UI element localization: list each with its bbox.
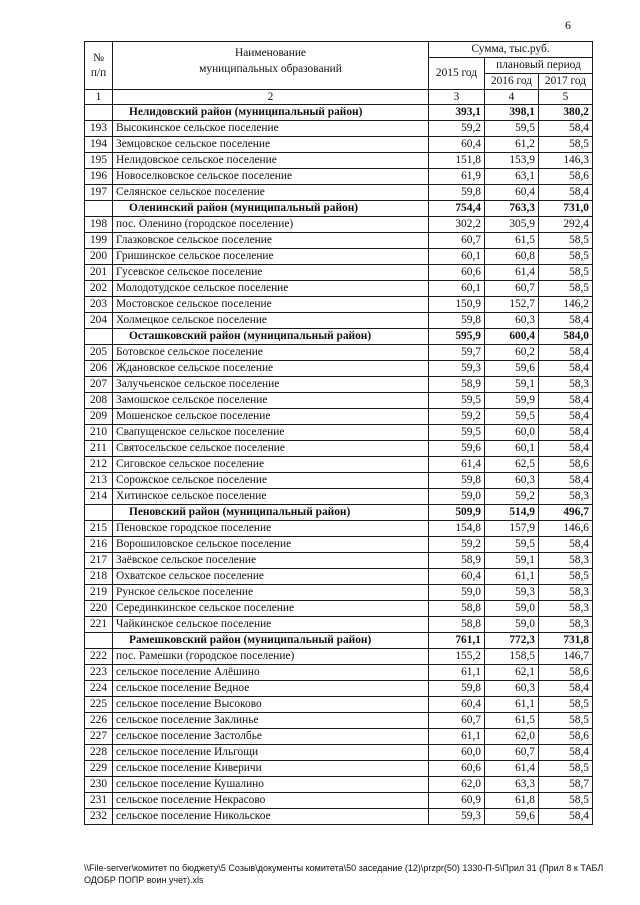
- value-2015: 61,4: [429, 457, 485, 473]
- table-row: [85, 473, 593, 489]
- value-2017: 58,4: [539, 441, 593, 457]
- value-2015: 58,9: [429, 553, 485, 569]
- value-2016: 60,1: [485, 441, 539, 457]
- municipality-name: Сиговское сельское поселение: [113, 457, 429, 473]
- municipality-name: Гришинское сельское поселение: [113, 249, 429, 265]
- table-row: [85, 377, 593, 393]
- table-row: [85, 537, 593, 553]
- header-name: [113, 42, 429, 90]
- value-2017: 58,4: [539, 537, 593, 553]
- row-number: 231: [85, 793, 113, 809]
- municipality-name: сельское поселение Кушалино: [113, 777, 429, 793]
- value-2016: 60,7: [485, 281, 539, 297]
- municipality-name: Рунское сельское поселение: [113, 585, 429, 601]
- value-2015: 509,9: [429, 505, 485, 521]
- value-2016: 158,5: [485, 649, 539, 665]
- value-2016: 398,1: [485, 105, 539, 121]
- district-row: [85, 105, 593, 121]
- table-row: [85, 569, 593, 585]
- row-number: 228: [85, 745, 113, 761]
- value-2016: 514,9: [485, 505, 539, 521]
- value-2016: 763,3: [485, 201, 539, 217]
- municipality-name: сельское поселение Киверичи: [113, 761, 429, 777]
- row-number: 230: [85, 777, 113, 793]
- value-2017: 58,3: [539, 617, 593, 633]
- row-number: 207: [85, 377, 113, 393]
- table-row: [85, 169, 593, 185]
- value-2017: 58,6: [539, 665, 593, 681]
- municipality-name: Мошенское сельское поселение: [113, 409, 429, 425]
- row-number: 226: [85, 713, 113, 729]
- district-row: [85, 633, 593, 649]
- row-number: [85, 329, 113, 345]
- value-2016: 60,4: [485, 185, 539, 201]
- value-2017: 58,3: [539, 377, 593, 393]
- value-2017: 58,3: [539, 601, 593, 617]
- table-row: [85, 345, 593, 361]
- value-2015: 60,4: [429, 137, 485, 153]
- value-2015: 61,9: [429, 169, 485, 185]
- header-year-2015: 2015 год: [429, 58, 485, 90]
- municipality-name: пос. Рамешки (городское поселение): [113, 649, 429, 665]
- row-number: 195: [85, 153, 113, 169]
- row-number: 222: [85, 649, 113, 665]
- header-year-2016: 2016 год: [485, 74, 539, 90]
- row-number: 214: [85, 489, 113, 505]
- value-2016: 600,4: [485, 329, 539, 345]
- value-2017: 58,4: [539, 393, 593, 409]
- value-2015: 59,8: [429, 313, 485, 329]
- table-row: [85, 521, 593, 537]
- value-2017: 58,4: [539, 809, 593, 825]
- value-2016: 60,3: [485, 681, 539, 697]
- value-2017: 731,8: [539, 633, 593, 649]
- value-2016: 60,7: [485, 745, 539, 761]
- municipality-name: Высокинское сельское поселение: [113, 121, 429, 137]
- value-2015: 61,1: [429, 665, 485, 681]
- col-index-2: 2: [113, 90, 429, 105]
- value-2016: 59,2: [485, 489, 539, 505]
- table-row: [85, 697, 593, 713]
- header-num-label: № п/п: [90, 51, 107, 79]
- row-number: 210: [85, 425, 113, 441]
- value-2017: 58,4: [539, 361, 593, 377]
- value-2017: 58,4: [539, 313, 593, 329]
- row-number: 198: [85, 217, 113, 233]
- municipality-name: Пеновский район (муниципальный район): [113, 505, 429, 521]
- municipality-name: Осташковский район (муниципальный район): [113, 329, 429, 345]
- row-number: 224: [85, 681, 113, 697]
- table-row: [85, 393, 593, 409]
- header-year-2017: 2017 год: [539, 74, 593, 90]
- value-2015: 60,4: [429, 697, 485, 713]
- row-number: 201: [85, 265, 113, 281]
- row-number: [85, 201, 113, 217]
- value-2017: 58,5: [539, 281, 593, 297]
- row-number: 216: [85, 537, 113, 553]
- municipality-name: пос. Оленино (городское поселение): [113, 217, 429, 233]
- column-index-row: [85, 90, 593, 105]
- municipality-name: Селянское сельское поселение: [113, 185, 429, 201]
- row-number: 206: [85, 361, 113, 377]
- row-number: 208: [85, 393, 113, 409]
- municipality-name: Ждановское сельское поселение: [113, 361, 429, 377]
- municipality-name: Глазковское сельское поселение: [113, 233, 429, 249]
- municipality-name: Чайкинское сельское поселение: [113, 617, 429, 633]
- table-row: [85, 649, 593, 665]
- value-2016: 59,9: [485, 393, 539, 409]
- page-number: 6: [565, 18, 571, 32]
- table-row: [85, 761, 593, 777]
- value-2015: 62,0: [429, 777, 485, 793]
- table-row: [85, 281, 593, 297]
- municipality-name: Молодотудское сельское поселение: [113, 281, 429, 297]
- row-number: 203: [85, 297, 113, 313]
- value-2015: 59,6: [429, 441, 485, 457]
- value-2016: 61,2: [485, 137, 539, 153]
- table-row: [85, 121, 593, 137]
- municipality-name: Оленинский район (муниципальный район): [113, 201, 429, 217]
- municipality-name: сельское поселение Застолбье: [113, 729, 429, 745]
- row-number: 197: [85, 185, 113, 201]
- row-number: 209: [85, 409, 113, 425]
- value-2016: 60,0: [485, 425, 539, 441]
- value-2017: 58,4: [539, 121, 593, 137]
- value-2015: 60,6: [429, 265, 485, 281]
- footer-line-1: \\File-server\комитет по бюджету\5 Созыв\документы комитета\50 заседание (12)\przpr(50) 1330-П-5\Прил 31 (Прил 8 к ТАБЛ: [84, 863, 604, 873]
- value-2015: 59,3: [429, 809, 485, 825]
- table-row: [85, 137, 593, 153]
- value-2017: 584,0: [539, 329, 593, 345]
- value-2017: 58,6: [539, 457, 593, 473]
- row-number: 220: [85, 601, 113, 617]
- municipality-name: сельское поселение Никольское: [113, 809, 429, 825]
- value-2015: 60,1: [429, 281, 485, 297]
- value-2017: 58,5: [539, 713, 593, 729]
- district-row: [85, 505, 593, 521]
- value-2015: 58,8: [429, 601, 485, 617]
- value-2016: 63,3: [485, 777, 539, 793]
- table-row: [85, 793, 593, 809]
- value-2017: 58,3: [539, 489, 593, 505]
- value-2016: 59,3: [485, 585, 539, 601]
- value-2017: 292,4: [539, 217, 593, 233]
- value-2017: 58,4: [539, 745, 593, 761]
- municipality-name: Залучьенское сельское поселение: [113, 377, 429, 393]
- table-row: [85, 425, 593, 441]
- row-number: 215: [85, 521, 113, 537]
- table-row: [85, 249, 593, 265]
- value-2017: 58,6: [539, 169, 593, 185]
- table-row: [85, 777, 593, 793]
- table-row: [85, 409, 593, 425]
- value-2017: 58,5: [539, 569, 593, 585]
- value-2016: 61,5: [485, 233, 539, 249]
- value-2016: 60,8: [485, 249, 539, 265]
- value-2017: 58,4: [539, 681, 593, 697]
- value-2015: 151,8: [429, 153, 485, 169]
- row-number: 204: [85, 313, 113, 329]
- table-body: [85, 105, 593, 825]
- value-2017: 496,7: [539, 505, 593, 521]
- value-2015: 60,7: [429, 713, 485, 729]
- value-2017: 146,7: [539, 649, 593, 665]
- municipality-name: Нелидовский район (муниципальный район): [113, 105, 429, 121]
- municipality-name: Гусевское сельское поселение: [113, 265, 429, 281]
- value-2015: 60,1: [429, 249, 485, 265]
- value-2016: 59,1: [485, 553, 539, 569]
- municipality-name: Святосельское сельское поселение: [113, 441, 429, 457]
- value-2015: 59,5: [429, 425, 485, 441]
- row-number: [85, 633, 113, 649]
- district-row: [85, 329, 593, 345]
- value-2017: 58,5: [539, 249, 593, 265]
- value-2016: 157,9: [485, 521, 539, 537]
- table-row: [85, 809, 593, 825]
- table-row: [85, 665, 593, 681]
- value-2017: 58,4: [539, 425, 593, 441]
- district-row: [85, 201, 593, 217]
- file-path-footer: [84, 862, 624, 886]
- value-2015: 60,9: [429, 793, 485, 809]
- municipality-name: Ботовское сельское поселение: [113, 345, 429, 361]
- value-2016: 772,3: [485, 633, 539, 649]
- row-number: 202: [85, 281, 113, 297]
- value-2015: 150,9: [429, 297, 485, 313]
- value-2015: 59,7: [429, 345, 485, 361]
- row-number: [85, 505, 113, 521]
- value-2017: 58,5: [539, 233, 593, 249]
- value-2016: 60,2: [485, 345, 539, 361]
- value-2016: 59,5: [485, 409, 539, 425]
- value-2015: 761,1: [429, 633, 485, 649]
- municipality-name: сельское поселение Заклинье: [113, 713, 429, 729]
- municipality-name: Серединкинское сельское поселение: [113, 601, 429, 617]
- table-row: [85, 217, 593, 233]
- row-number: 193: [85, 121, 113, 137]
- table-row: [85, 441, 593, 457]
- value-2015: 302,2: [429, 217, 485, 233]
- table-row: [85, 233, 593, 249]
- value-2016: 59,0: [485, 617, 539, 633]
- value-2017: 731,0: [539, 201, 593, 217]
- value-2017: 146,2: [539, 297, 593, 313]
- table-row: [85, 153, 593, 169]
- header-sum: Сумма, тыс.руб.: [429, 42, 593, 58]
- footer-line-2: ОДОБР ПОПР воин учет).xls: [84, 875, 204, 885]
- value-2015: 59,0: [429, 489, 485, 505]
- value-2015: 58,8: [429, 617, 485, 633]
- municipality-name: сельское поселение Ведное: [113, 681, 429, 697]
- value-2016: 61,4: [485, 265, 539, 281]
- municipality-name: сельское поселение Некрасово: [113, 793, 429, 809]
- table-row: [85, 585, 593, 601]
- value-2017: 58,5: [539, 697, 593, 713]
- header-planned-period: плановый период: [485, 58, 593, 74]
- value-2016: 59,6: [485, 361, 539, 377]
- municipality-name: Холмецкое сельское поселение: [113, 313, 429, 329]
- row-number: 205: [85, 345, 113, 361]
- row-number: 200: [85, 249, 113, 265]
- value-2016: 61,1: [485, 697, 539, 713]
- value-2017: 58,3: [539, 585, 593, 601]
- row-number: 221: [85, 617, 113, 633]
- municipality-name: Охватское сельское поселение: [113, 569, 429, 585]
- row-number: [85, 105, 113, 121]
- table-row: [85, 713, 593, 729]
- value-2015: 59,2: [429, 121, 485, 137]
- municipality-name: Новоселковское сельское поселение: [113, 169, 429, 185]
- value-2016: 61,8: [485, 793, 539, 809]
- header-name-label: Наименование муниципальных образований: [199, 47, 342, 75]
- value-2017: 58,5: [539, 137, 593, 153]
- municipality-name: Мостовское сельское поселение: [113, 297, 429, 313]
- value-2015: 60,4: [429, 569, 485, 585]
- municipality-name: сельское поселение Алёшино: [113, 665, 429, 681]
- col-index-5: 5: [539, 90, 593, 105]
- table-row: [85, 457, 593, 473]
- value-2017: 58,5: [539, 761, 593, 777]
- value-2016: 61,5: [485, 713, 539, 729]
- table-row: [85, 489, 593, 505]
- municipality-name: Замошское сельское поселение: [113, 393, 429, 409]
- value-2017: 58,3: [539, 553, 593, 569]
- value-2016: 63,1: [485, 169, 539, 185]
- value-2016: 61,1: [485, 569, 539, 585]
- row-number: 225: [85, 697, 113, 713]
- row-number: 212: [85, 457, 113, 473]
- value-2015: 60,6: [429, 761, 485, 777]
- row-number: 229: [85, 761, 113, 777]
- value-2015: 754,4: [429, 201, 485, 217]
- row-number: 223: [85, 665, 113, 681]
- table-row: [85, 617, 593, 633]
- municipality-name: сельское поселение Высоково: [113, 697, 429, 713]
- header-num: [85, 42, 113, 90]
- row-number: 227: [85, 729, 113, 745]
- value-2016: 59,5: [485, 537, 539, 553]
- table-row: [85, 185, 593, 201]
- value-2016: 305,9: [485, 217, 539, 233]
- value-2015: 59,8: [429, 473, 485, 489]
- municipality-name: сельское поселение Ильгощи: [113, 745, 429, 761]
- value-2016: 59,5: [485, 121, 539, 137]
- value-2017: 58,4: [539, 409, 593, 425]
- value-2015: 59,8: [429, 681, 485, 697]
- municipality-name: Пеновское городское поселение: [113, 521, 429, 537]
- value-2017: 380,2: [539, 105, 593, 121]
- value-2015: 155,2: [429, 649, 485, 665]
- col-index-4: 4: [485, 90, 539, 105]
- value-2015: 59,5: [429, 393, 485, 409]
- value-2016: 60,3: [485, 313, 539, 329]
- table-row: [85, 601, 593, 617]
- row-number: 213: [85, 473, 113, 489]
- value-2015: 61,1: [429, 729, 485, 745]
- value-2015: 59,2: [429, 537, 485, 553]
- municipality-name: Сорожское сельское поселение: [113, 473, 429, 489]
- allocation-table: [84, 41, 593, 825]
- row-number: 219: [85, 585, 113, 601]
- row-number: 218: [85, 569, 113, 585]
- value-2017: 58,5: [539, 265, 593, 281]
- value-2017: 58,4: [539, 473, 593, 489]
- row-number: 232: [85, 809, 113, 825]
- table-row: [85, 265, 593, 281]
- row-number: 199: [85, 233, 113, 249]
- table-row: [85, 297, 593, 313]
- table-row: [85, 553, 593, 569]
- value-2016: 61,4: [485, 761, 539, 777]
- value-2017: 58,5: [539, 793, 593, 809]
- value-2015: 393,1: [429, 105, 485, 121]
- municipality-name: Рамешковский район (муниципальный район): [113, 633, 429, 649]
- row-number: 194: [85, 137, 113, 153]
- value-2015: 60,0: [429, 745, 485, 761]
- value-2015: 59,2: [429, 409, 485, 425]
- value-2016: 62,1: [485, 665, 539, 681]
- table-row: [85, 729, 593, 745]
- municipality-name: Хитинское сельское поселение: [113, 489, 429, 505]
- row-number: 211: [85, 441, 113, 457]
- value-2015: 59,3: [429, 361, 485, 377]
- table-row: [85, 745, 593, 761]
- col-index-3: 3: [429, 90, 485, 105]
- municipality-name: Свапущенское сельское поселение: [113, 425, 429, 441]
- table-row: [85, 361, 593, 377]
- municipality-name: Земцовское сельское поселение: [113, 137, 429, 153]
- value-2015: 595,9: [429, 329, 485, 345]
- value-2017: 58,7: [539, 777, 593, 793]
- value-2016: 59,0: [485, 601, 539, 617]
- value-2016: 59,6: [485, 809, 539, 825]
- value-2015: 59,0: [429, 585, 485, 601]
- value-2016: 152,7: [485, 297, 539, 313]
- value-2015: 59,8: [429, 185, 485, 201]
- value-2016: 60,3: [485, 473, 539, 489]
- value-2016: 62,0: [485, 729, 539, 745]
- value-2017: 146,6: [539, 521, 593, 537]
- value-2016: 62,5: [485, 457, 539, 473]
- value-2016: 59,1: [485, 377, 539, 393]
- municipality-name: Ворошиловское сельское поселение: [113, 537, 429, 553]
- value-2017: 146,3: [539, 153, 593, 169]
- value-2015: 154,8: [429, 521, 485, 537]
- table-row: [85, 313, 593, 329]
- municipality-name: Нелидовское сельское поселение: [113, 153, 429, 169]
- col-index-1: 1: [85, 90, 113, 105]
- value-2017: 58,4: [539, 185, 593, 201]
- value-2015: 60,7: [429, 233, 485, 249]
- value-2017: 58,4: [539, 345, 593, 361]
- value-2016: 153,9: [485, 153, 539, 169]
- value-2017: 58,6: [539, 729, 593, 745]
- row-number: 196: [85, 169, 113, 185]
- value-2015: 58,9: [429, 377, 485, 393]
- table-row: [85, 681, 593, 697]
- row-number: 217: [85, 553, 113, 569]
- municipality-name: Заёвское сельское поселение: [113, 553, 429, 569]
